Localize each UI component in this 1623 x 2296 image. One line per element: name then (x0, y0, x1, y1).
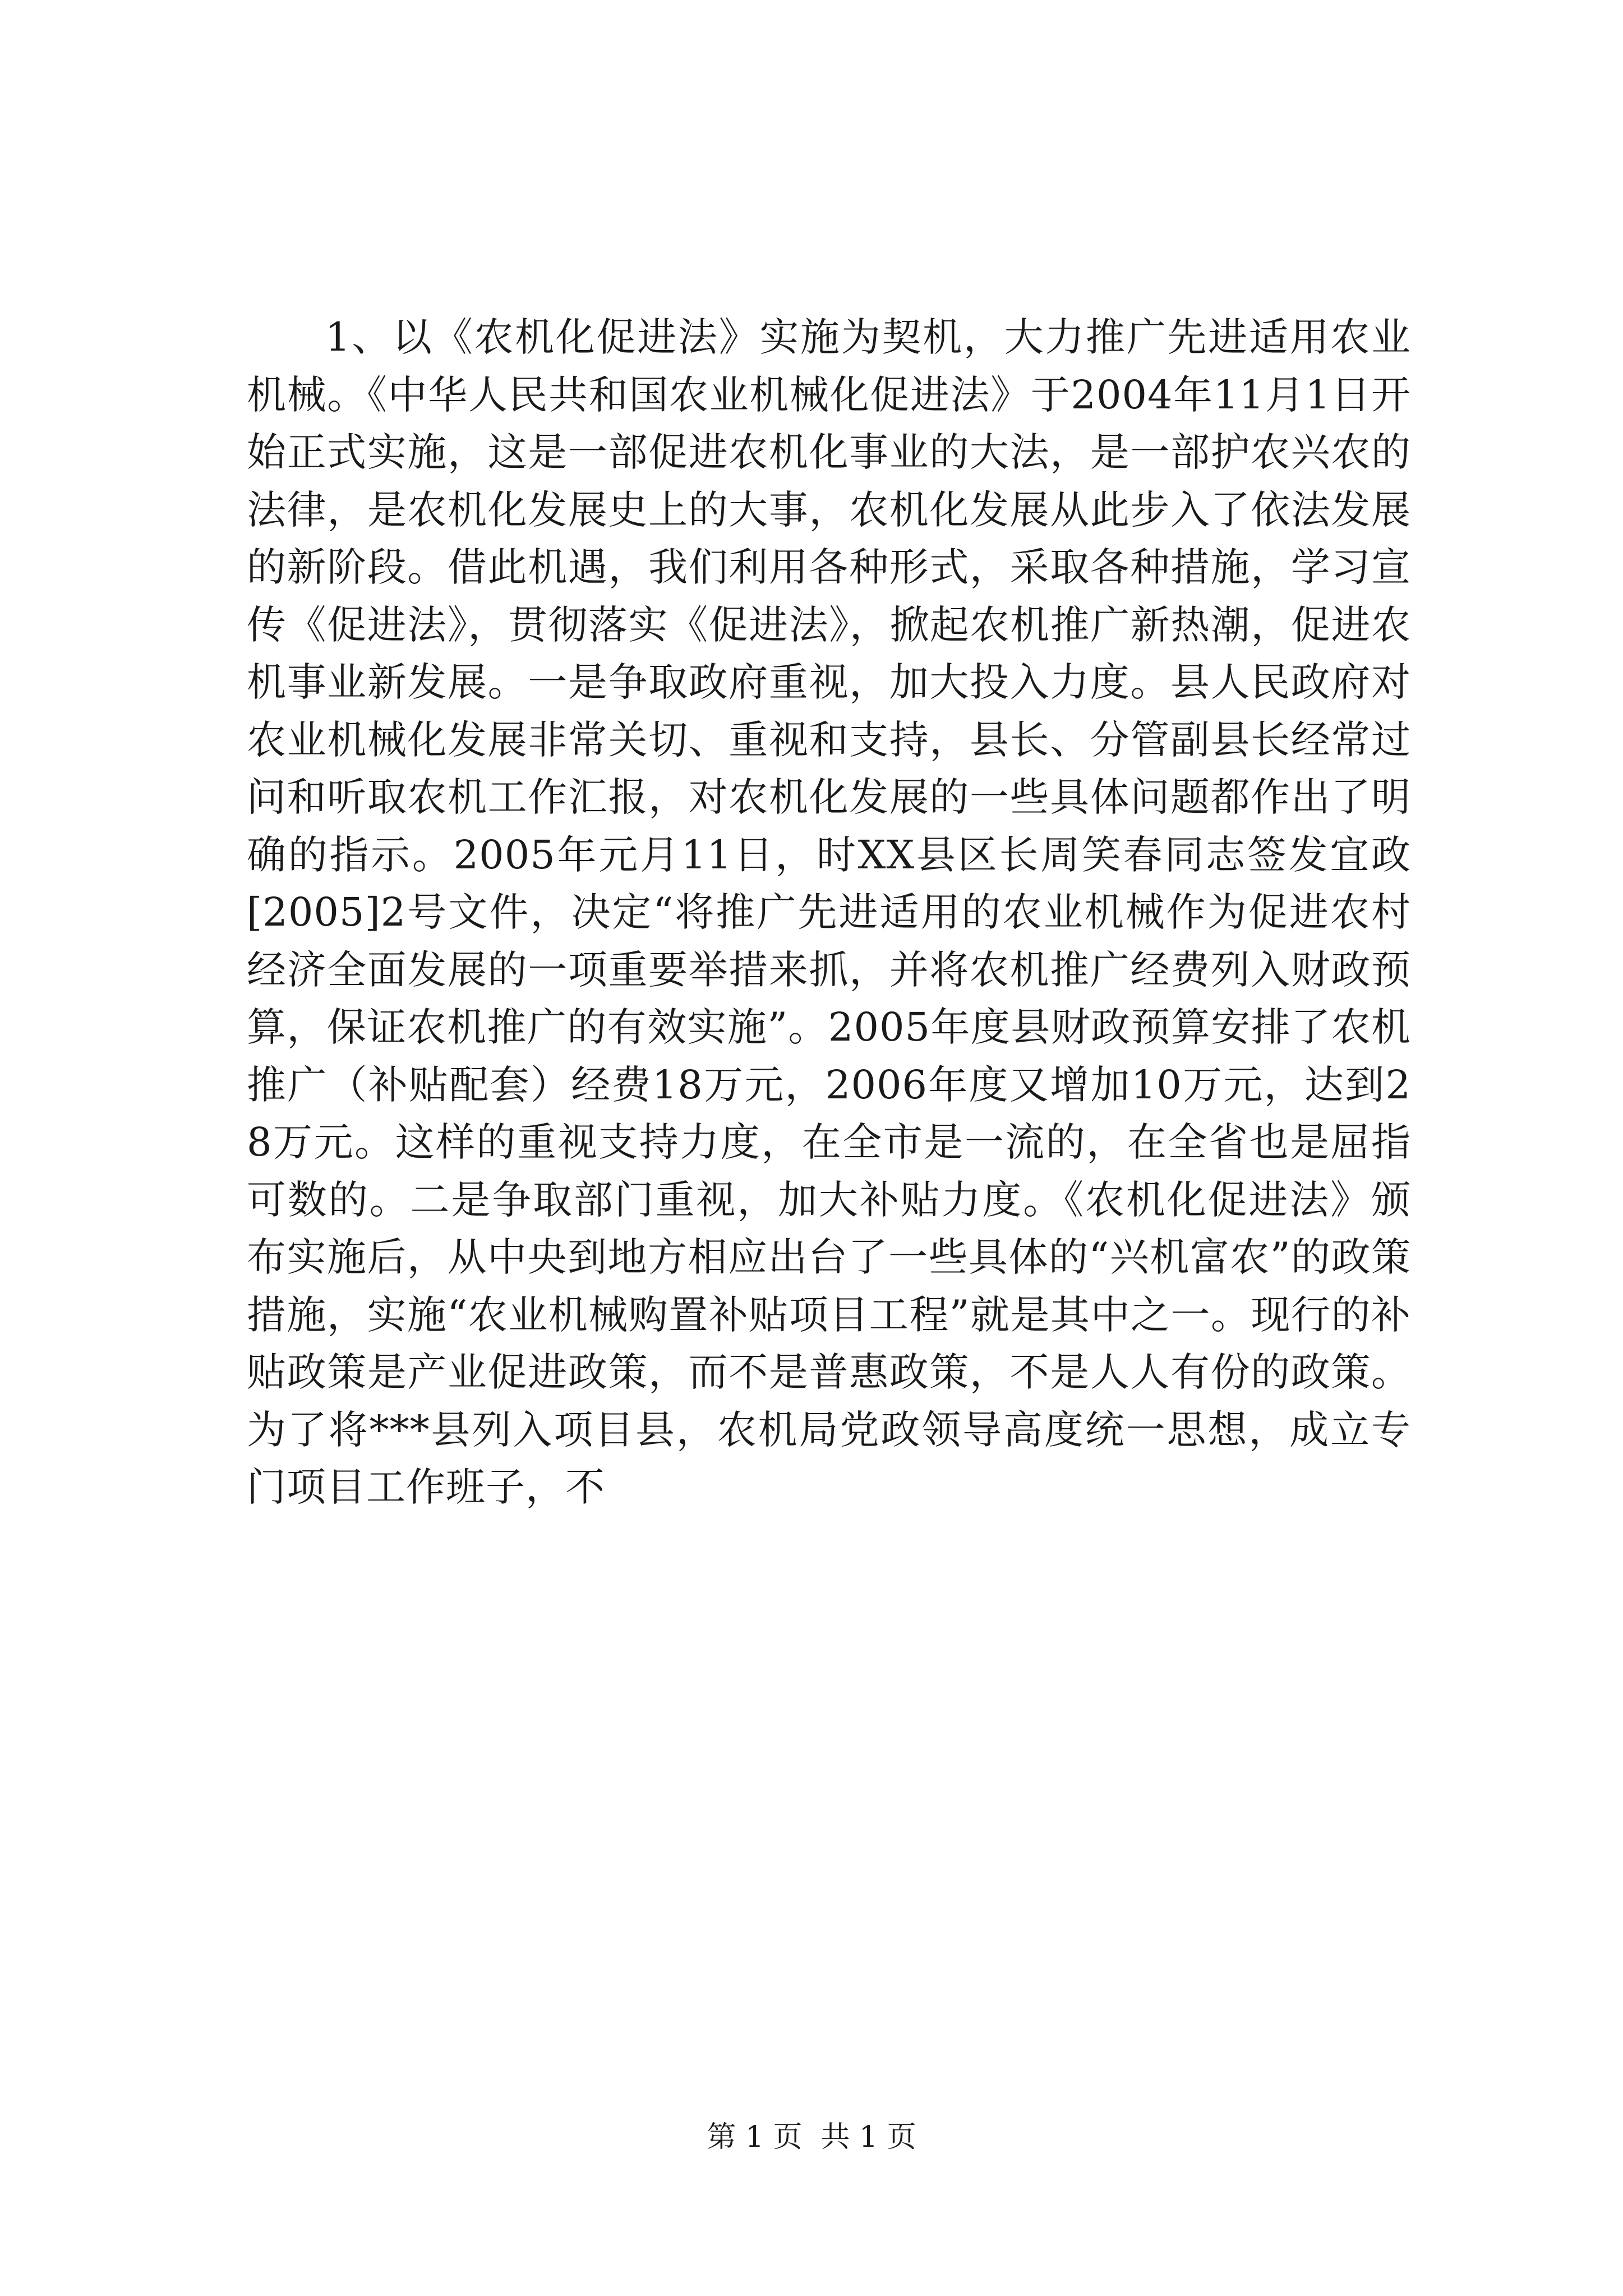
page-number-label: 第 1 页 共 1 页 (707, 2120, 916, 2154)
page-footer (0, 2120, 1623, 2154)
body-paragraph: 1、以《农机化促进法》实施为契机，大力推广先进适用农业机械。《中华人民共和国农业机械化促进法》于2004年11月1日开始正式实施，这是一部促进农机化事业的大法，是一部护农兴农的法律，是农机化发展史上的大事，农机化发展从此步入了依法发展的新阶段。借此机遇，我们利用各种形式，采取各种措施，学习宣传《促进法》，贯彻落实《促进法》，掀起农机推广新热潮，促进农机事业新发展。一是争取政府重视，加大投入力度。县人民政府对农业机械化发展非常关切、重视和支持，县长、分管副县长经常过问和听取农机工作汇报，对农机化发展的一些具体问题都作出了明确的指示。2005年元月11日，时XX县区长周笑春同志签发宜政[2005]2号文件，决定“将推广先进适用的农业机械作为促进农村经济全面发展的一项重要举措来抓，并将农机推广经费列入财政预算，保证农机推广的有效实施”。2005年度县财政预算安排了农机推广（补贴配套）经费18万元，2006年度又增加10万元，达到28万元。这样的重视支持力度，在全市是一流的，在全省也是屈指可数的。二是争取部门重视，加大补贴力度。《农机化促进法》颁布实施后，从中央到地方相应出台了一些具体的“兴机富农”的政策措施，实施“农业机械购置补贴项目工程”就是其中之一。现行的补贴政策是产业促进政策，而不是普惠政策，不是人人有份的政策。为了将***县列入项目县，农机局党政领导高度统一思想，成立专门项目工作班子，不 (247, 314, 1411, 1510)
